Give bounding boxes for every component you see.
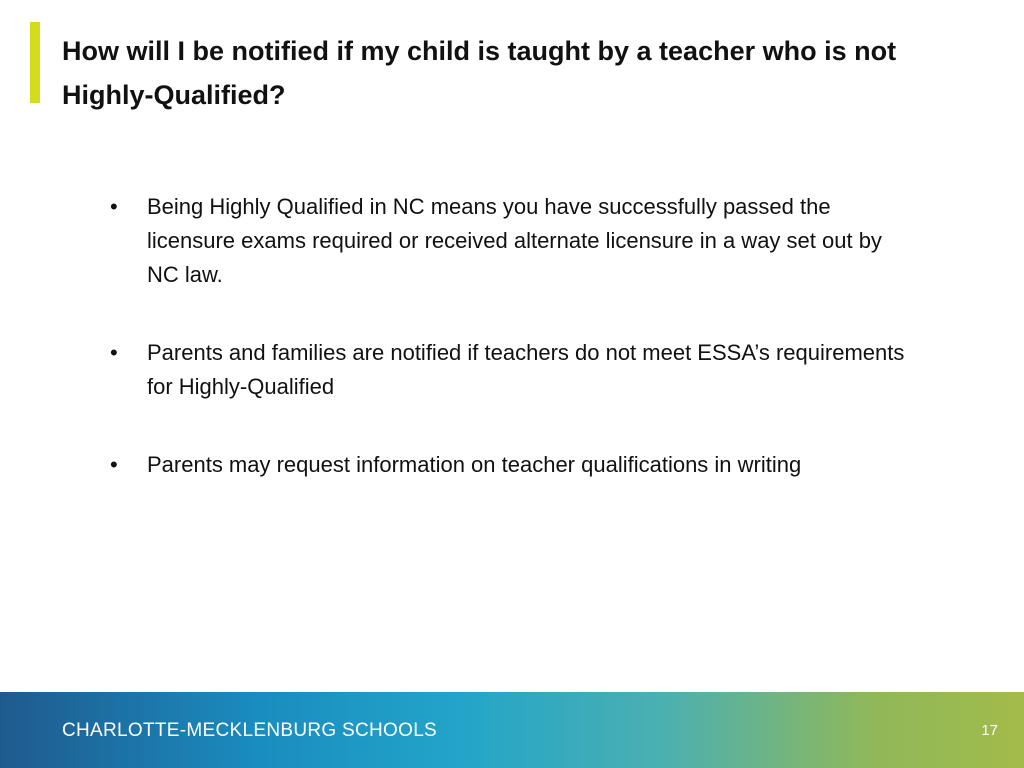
footer-organization-name: CHARLOTTE-MECKLENBURG SCHOOLS	[62, 720, 438, 741]
bullet-dot-icon: •	[110, 194, 118, 219]
bullet-dot-icon: •	[110, 340, 118, 365]
bullet-text: Parents and families are notified if teachers do not meet ESSA’s requirements for Highly-Qualified	[147, 340, 905, 399]
slide-title: How will I be notified if my child is taught by a teacher who is not Highly-Qualified?	[62, 36, 897, 110]
page-number: 17	[981, 722, 998, 739]
bullet-item	[110, 336, 910, 404]
bullet-list	[110, 190, 910, 482]
bullet-item	[110, 448, 910, 482]
title-accent-bar	[30, 22, 40, 103]
bullet-text: Being Highly Qualified in NC means you have successfully passed the licensure exams required or received alternate licensure in a way set out by NC law.	[147, 194, 882, 287]
footer-band	[0, 692, 1024, 768]
bullet-dot-icon: •	[110, 452, 118, 477]
bullet-item	[110, 190, 910, 292]
bullet-text: Parents may request information on teacher qualifications in writing	[147, 452, 802, 477]
